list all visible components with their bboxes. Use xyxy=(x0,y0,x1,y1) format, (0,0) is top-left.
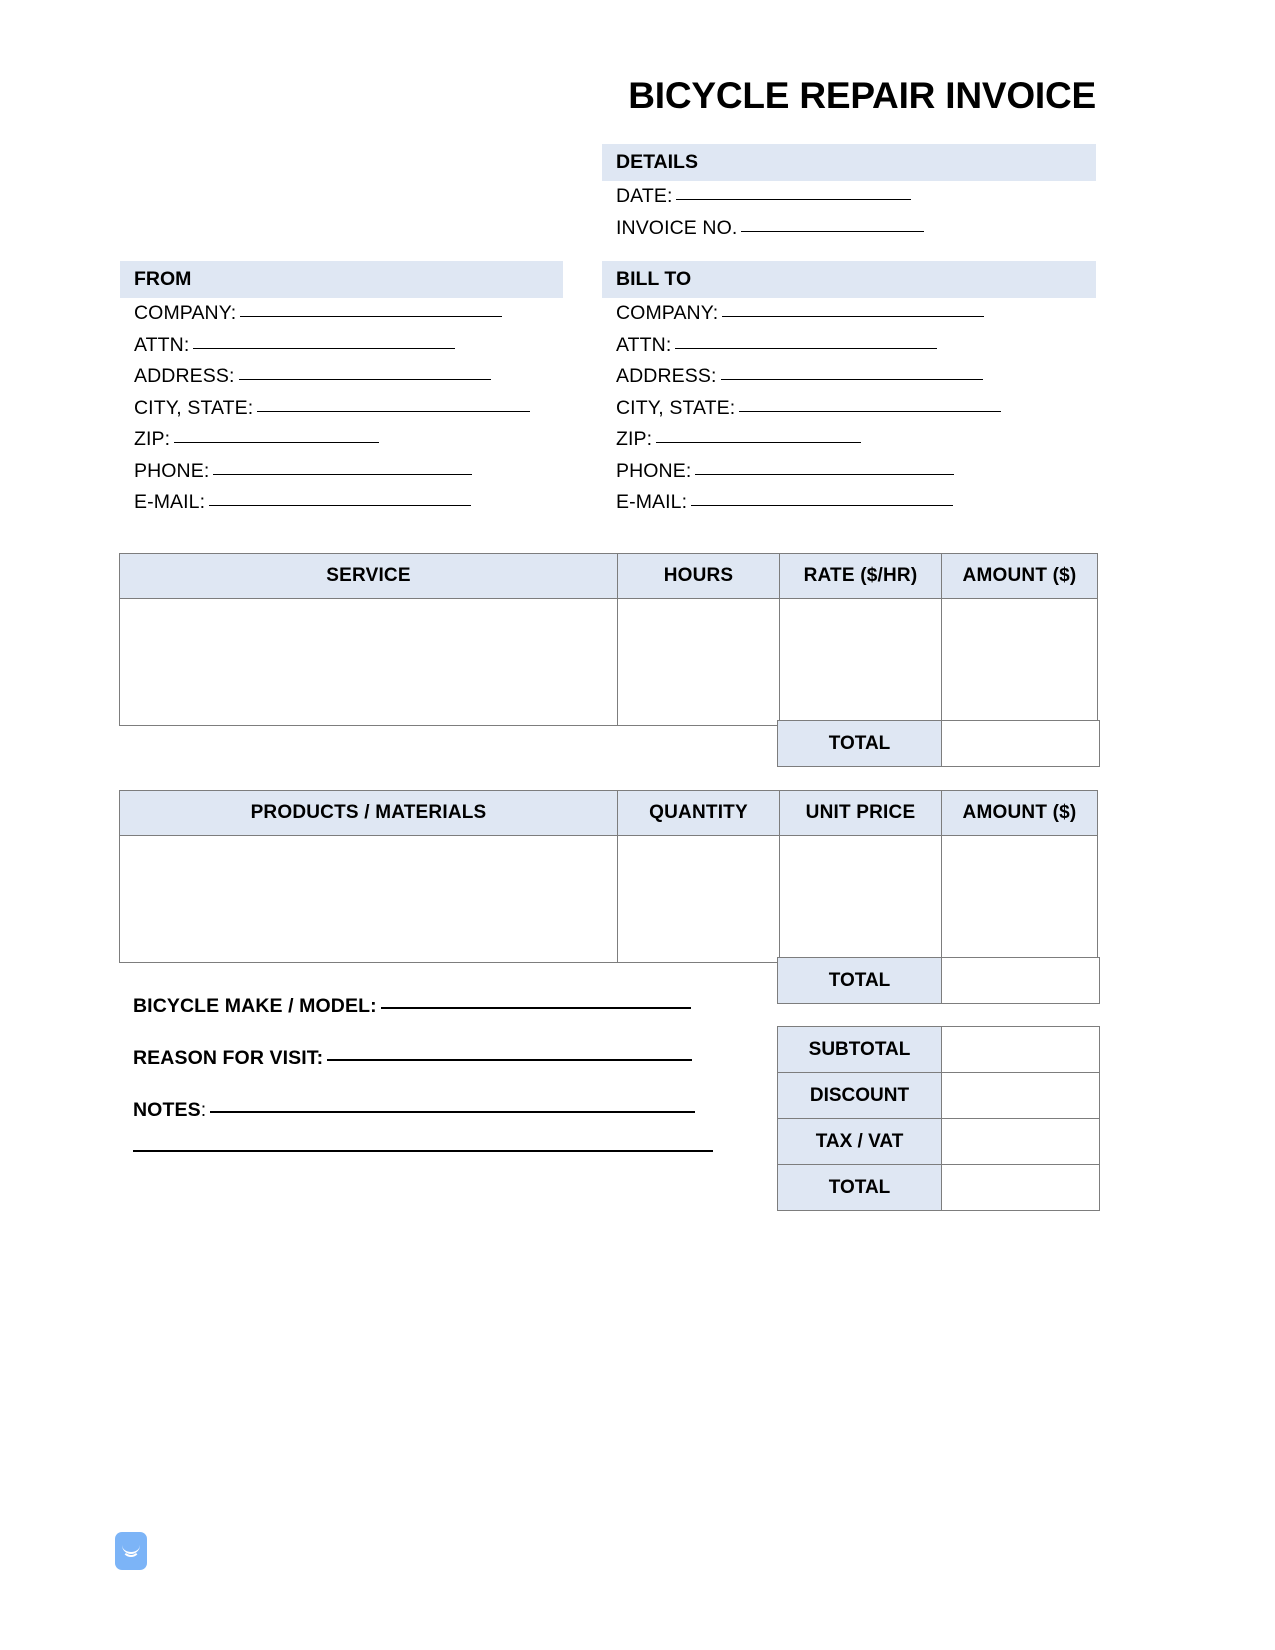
summary-value-discount[interactable] xyxy=(942,1073,1100,1119)
products-cell-unit-price[interactable] xyxy=(780,836,942,963)
reason-for-visit-rule[interactable] xyxy=(327,1059,692,1061)
from-attn-rule[interactable] xyxy=(193,348,455,349)
from-address-label: ADDRESS: xyxy=(134,365,235,388)
from-zip xyxy=(120,424,563,456)
products-table xyxy=(119,790,1098,963)
billto-address-rule[interactable] xyxy=(721,379,983,380)
service-total-strip xyxy=(777,720,1100,767)
products-col-products: PRODUCTS / MATERIALS xyxy=(120,791,618,836)
billto-phone-rule[interactable] xyxy=(695,474,954,475)
products-table-header-row xyxy=(120,791,1098,836)
from-company xyxy=(120,298,563,330)
service-cell-hours[interactable] xyxy=(618,599,780,726)
products-col-amount: AMOUNT ($) xyxy=(942,791,1098,836)
billto-city-state-label: CITY, STATE: xyxy=(616,396,736,419)
billto-email-rule[interactable] xyxy=(691,505,953,506)
details-heading: DETAILS xyxy=(602,144,1096,181)
notes-colon: : xyxy=(200,1099,207,1121)
from-zip-rule[interactable] xyxy=(174,442,379,443)
service-table-row xyxy=(120,599,1098,726)
from-address xyxy=(120,361,563,393)
service-col-service: SERVICE xyxy=(120,554,618,599)
field-invoice-no-rule[interactable] xyxy=(741,231,924,232)
billto-attn-rule[interactable] xyxy=(675,348,937,349)
service-cell-service[interactable] xyxy=(120,599,618,726)
billto-company-rule[interactable] xyxy=(722,316,984,317)
billto-city-state xyxy=(602,393,1096,425)
bicycle-make-model-row xyxy=(133,995,733,1018)
bicycle-make-model-label: BICYCLE MAKE / MODEL: xyxy=(133,995,377,1017)
service-total-label: TOTAL xyxy=(778,721,942,767)
bill-to-section xyxy=(602,261,1096,519)
billto-address-label: ADDRESS: xyxy=(616,365,717,388)
from-city-state-label: CITY, STATE: xyxy=(134,396,254,419)
bicycle-make-model-rule[interactable] xyxy=(381,1007,691,1009)
reason-for-visit-row xyxy=(133,1047,733,1070)
billto-email xyxy=(602,487,1096,519)
billto-phone xyxy=(602,456,1096,488)
smiley-logo-icon xyxy=(115,1532,147,1570)
field-date-rule[interactable] xyxy=(676,199,911,200)
products-total-value[interactable] xyxy=(942,958,1100,1004)
from-attn-label: ATTN: xyxy=(134,333,190,356)
from-company-rule[interactable] xyxy=(240,316,502,317)
billto-email-label: E-MAIL: xyxy=(616,491,688,514)
summary-label-tax-vat: TAX / VAT xyxy=(778,1119,942,1165)
products-table-row xyxy=(120,836,1098,963)
field-invoice-no xyxy=(602,213,1096,245)
bike-info-section xyxy=(133,995,733,1181)
billto-company xyxy=(602,298,1096,330)
from-attn xyxy=(120,330,563,362)
service-table-header-row xyxy=(120,554,1098,599)
summary-value-tax-vat[interactable] xyxy=(942,1119,1100,1165)
from-email xyxy=(120,487,563,519)
service-total-row xyxy=(778,721,1100,767)
notes-rule-line-2[interactable] xyxy=(133,1150,713,1152)
from-phone xyxy=(120,456,563,488)
products-col-quantity: QUANTITY xyxy=(618,791,780,836)
from-zip-label: ZIP: xyxy=(134,428,171,451)
summary-label-subtotal: SUBTOTAL xyxy=(778,1027,942,1073)
page-title: BICYCLE REPAIR INVOICE xyxy=(628,75,1096,116)
summary-row-total xyxy=(778,1165,1100,1211)
products-col-unit-price: UNIT PRICE xyxy=(780,791,942,836)
summary-row-discount xyxy=(778,1073,1100,1119)
service-col-rate: RATE ($/HR) xyxy=(780,554,942,599)
from-heading: FROM xyxy=(120,261,563,298)
summary-table xyxy=(777,1026,1100,1211)
service-col-amount: AMOUNT ($) xyxy=(942,554,1098,599)
from-phone-rule[interactable] xyxy=(213,474,472,475)
field-invoice-no-label: INVOICE NO. xyxy=(616,216,738,239)
billto-address xyxy=(602,361,1096,393)
billto-zip-rule[interactable] xyxy=(656,442,861,443)
field-date xyxy=(602,181,1096,213)
from-section xyxy=(120,261,563,519)
products-total-label: TOTAL xyxy=(778,958,942,1004)
summary-label-total: TOTAL xyxy=(778,1165,942,1211)
billto-phone-label: PHONE: xyxy=(616,459,692,482)
products-cell-product[interactable] xyxy=(120,836,618,963)
reason-for-visit-label: REASON FOR VISIT: xyxy=(133,1047,324,1069)
details-section xyxy=(602,144,1096,244)
summary-value-total[interactable] xyxy=(942,1165,1100,1211)
summary-row-tax-vat xyxy=(778,1119,1100,1165)
service-cell-rate[interactable] xyxy=(780,599,942,726)
smile-arc-icon xyxy=(122,1544,140,1557)
notes-row xyxy=(133,1099,733,1152)
products-cell-quantity[interactable] xyxy=(618,836,780,963)
field-date-label: DATE: xyxy=(616,185,673,208)
service-total-value[interactable] xyxy=(942,721,1100,767)
billto-zip xyxy=(602,424,1096,456)
from-email-rule[interactable] xyxy=(209,505,471,506)
products-total-row xyxy=(778,958,1100,1004)
summary-value-subtotal[interactable] xyxy=(942,1027,1100,1073)
from-phone-label: PHONE: xyxy=(134,459,210,482)
billto-city-state-rule[interactable] xyxy=(739,411,1001,412)
from-address-rule[interactable] xyxy=(239,379,491,380)
summary-row-subtotal xyxy=(778,1027,1100,1073)
from-company-label: COMPANY: xyxy=(134,302,237,325)
billto-attn xyxy=(602,330,1096,362)
notes-label: NOTES xyxy=(133,1099,201,1121)
from-city-state-rule[interactable] xyxy=(257,411,530,412)
billto-attn-label: ATTN: xyxy=(616,333,672,356)
from-email-label: E-MAIL: xyxy=(134,491,206,514)
bill-to-heading: BILL TO xyxy=(602,261,1096,298)
billto-zip-label: ZIP: xyxy=(616,428,653,451)
service-col-hours: HOURS xyxy=(618,554,780,599)
billto-company-label: COMPANY: xyxy=(616,302,719,325)
products-cell-amount[interactable] xyxy=(942,836,1098,963)
service-cell-amount[interactable] xyxy=(942,599,1098,726)
notes-rule-line-1[interactable] xyxy=(210,1111,695,1113)
from-city-state xyxy=(120,393,563,425)
service-table xyxy=(119,553,1098,726)
products-total-strip xyxy=(777,957,1100,1004)
summary-label-discount: DISCOUNT xyxy=(778,1073,942,1119)
